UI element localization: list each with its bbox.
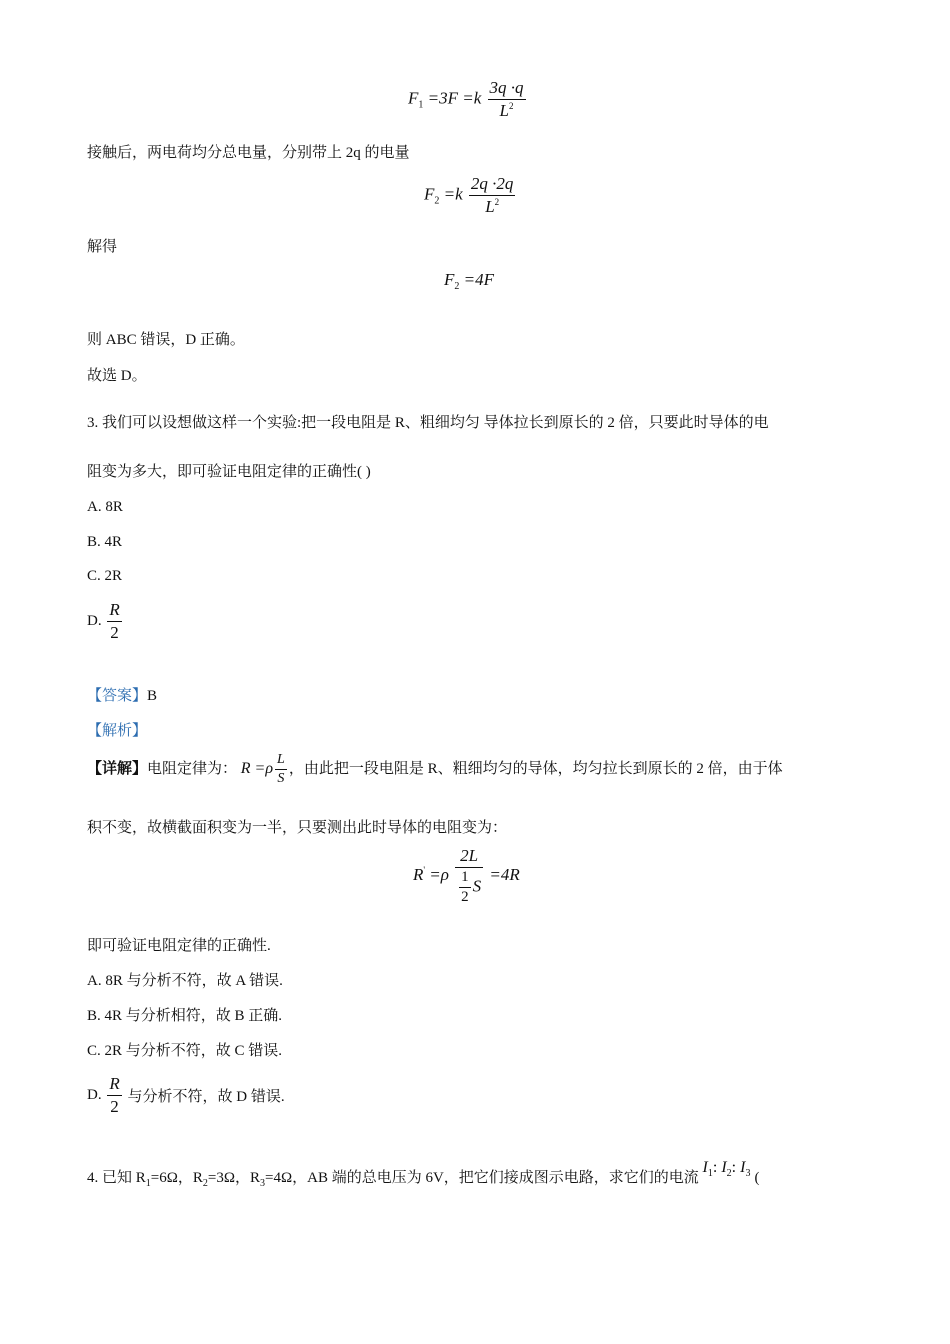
option-d: D. $\frac{R}{2}$ <box>87 600 120 642</box>
text-solve: 解得 <box>87 239 118 255</box>
explanation-d: D. $\frac{R}{2}$ 与分析不符，故 D 错误. <box>87 1074 285 1116</box>
equation-f1: $F_1 =3F =k$ $\frac{3q \cdot q}{L^2}$ <box>408 78 524 120</box>
explanation-b: B. 4R 与分析相符，故 B 正确. <box>87 1008 283 1024</box>
option-b: B. 4R <box>87 534 123 550</box>
option-c: C. 2R <box>87 568 123 584</box>
answer-tag: 【答案】 <box>87 688 148 704</box>
text-choice: 故选 D。 <box>87 368 147 384</box>
answer-line <box>87 686 157 706</box>
fraction: $\frac{2q \cdot 2q}{L^2}$ <box>470 174 514 216</box>
question-3-line2: 阻变为多大，即可验证电阻定律的正确性( ) <box>87 464 371 480</box>
explanation-a: A. 8R 与分析不符，故 A 错误. <box>87 973 283 989</box>
fraction: $\frac{3q \cdot q}{L^2}$ <box>489 78 524 120</box>
equation-f2: $F_2 =k$ $\frac{2q \cdot 2q}{L^2}$ <box>424 174 514 216</box>
text-contact: 接触后，两电荷均分总电量，分别带上 2q 的电量 <box>87 145 410 161</box>
question-4: 4. 已知 $R_1=6\Omega$，$R_2=3\Omega$，$R_3=4\Omega$，AB 端的总电压为 6V，把它们接成图示电路，求它们的电流 $I_1$: $I_2$: $I_3$ ( <box>87 1159 760 1189</box>
answer-value: B <box>147 688 158 704</box>
explanation-c: C. 2R 与分析不符，故 C 错误. <box>87 1043 283 1059</box>
text-conclusion: 则 ABC 错误，D 正确。 <box>87 332 245 348</box>
equation-r-prime: R' =ρ 2L $\frac{1}{2}$ S =4R <box>413 846 520 905</box>
option-a: A. 8R <box>87 499 123 515</box>
equation-f2-result: $F_2 =4F$ <box>444 270 494 292</box>
detail-line2: 积不变，故横截面积变为一半，只要测出此时导体的电阻变为： <box>87 820 508 836</box>
verify-text: 即可验证电阻定律的正确性. <box>87 938 271 954</box>
analysis-tag: 【解析】 <box>87 723 148 739</box>
question-3-line1: 3. 我们可以设想做这样一个实验:把一段电阻是 R、粗细均匀 导体拉长到原长的 2 倍，只要此时导体的电 <box>87 415 769 431</box>
detail-line1: 【详解】电阻定律为： R =ρ $\frac{L}{S}$ ，由此把一段电阻是 R、粗细均匀的导体，均匀拉长到原长的 2 倍，由于体 <box>87 752 783 786</box>
